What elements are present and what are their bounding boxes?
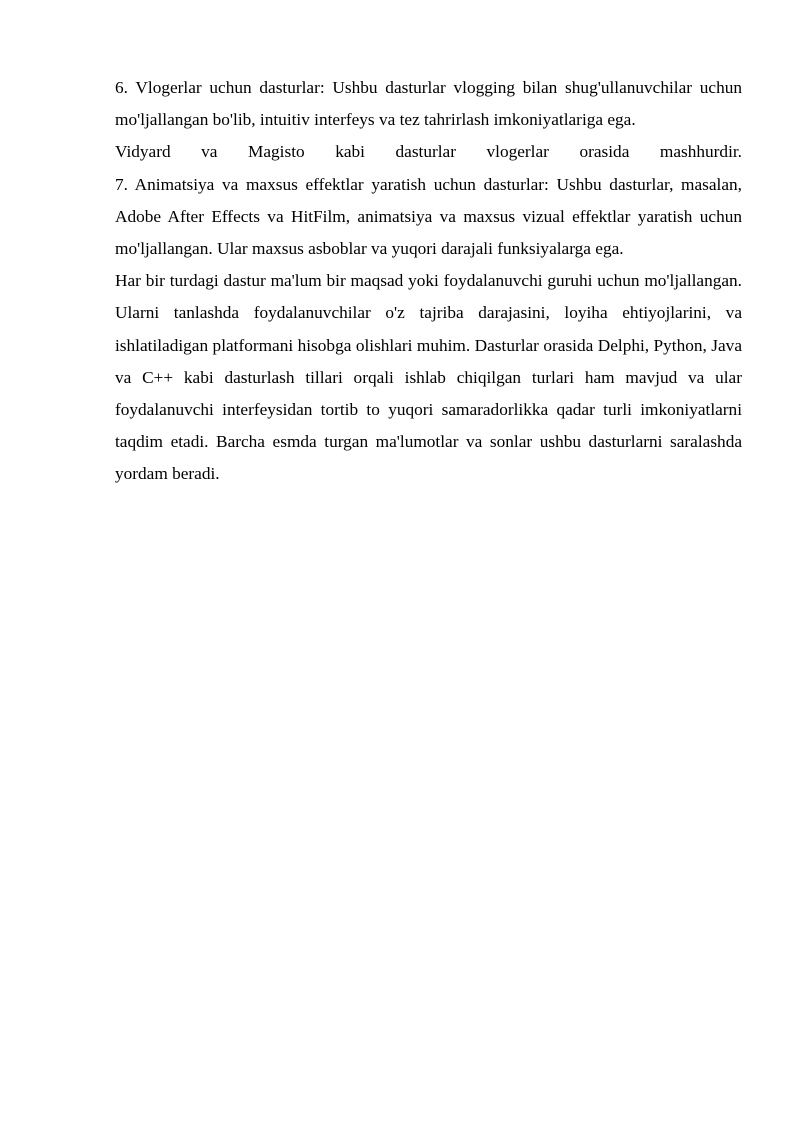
item-6-last-line: Vidyard va Magisto kabi dasturlar vlogerlar orasida mashhurdir. bbox=[115, 142, 742, 162]
item-6-text: 6. Vlogerlar uchun dasturlar: Ushbu dasturlar vlogging bilan shug'ullanuvchilar uchun mo'ljallangan bo'lib, intuitiv interfeys va tez tahrirlash imkoniyatlariga ega. bbox=[115, 78, 742, 130]
paragraph-item-6 bbox=[115, 72, 742, 169]
paragraph-conclusion: Har bir turdagi dastur ma'lum bir maqsad yoki foydalanuvchi guruhi uchun mo'ljallangan. Ularni tanlashda foydalanuvchilar o'z tajriba darajasini, loyiha ehtiyojlarini, va ishlatiladigan platformani hisobga olishlari muhim. Dasturlar orasida Delphi, Python, Java va C++ kabi dasturlash tillari orqali ishlab chiqilgan turlari ham mavjud va ular foydalanuvchi interfeysidan tortib to yuqori samaradorlikka qadar turli imkoniyatlarni taqdim etadi. Barcha esmda turgan ma'lumotlar va sonlar ushbu dasturlarni saralashda yordam beradi. bbox=[115, 271, 742, 484]
paragraph-item-7: 7. Animatsiya va maxsus effektlar yaratish uchun dasturlar: Ushbu dasturlar, masalan, Adobe After Effects va HitFilm, animatsiya va maxsus vizual effektlar yaratish uchun mo'ljallangan. Ular maxsus asboblar va yuqori darajali funksiyalarga ega. bbox=[115, 174, 742, 259]
document-page bbox=[115, 72, 742, 491]
